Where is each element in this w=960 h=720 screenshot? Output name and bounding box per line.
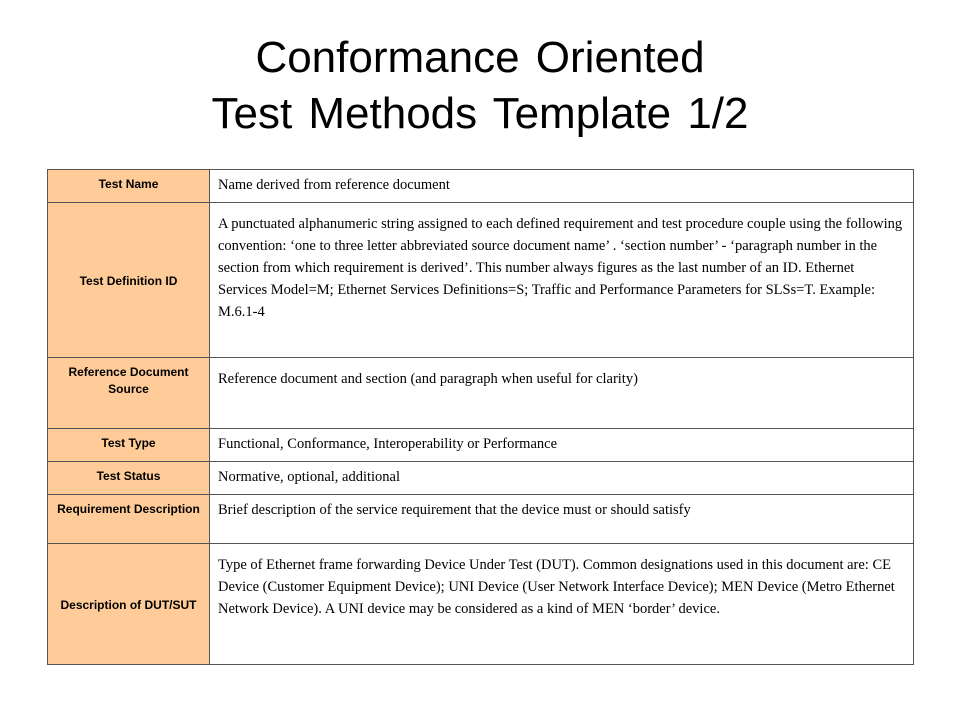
row-value-test-status: Normative, optional, additional [210,462,914,495]
slide-title [0,30,960,142]
row-label-reference-document-source: Reference Document Source [48,358,210,429]
row-label-description-of-dut-sut: Description of DUT/SUT [48,544,210,665]
row-label-requirement-description: Requirement Description [48,495,210,544]
row-label-test-definition-id: Test Definition ID [48,203,210,358]
slide-title-line-1: Conformance Oriented [255,33,705,82]
slide-title-line-2: Test Methods Template 1/2 [211,89,749,138]
row-label-test-status: Test Status [48,462,210,495]
row-value-test-name: Name derived from reference document [210,170,914,203]
table-row-reference-document-source [48,358,914,429]
table-row-test-definition-id [48,203,914,358]
row-value-test-type: Functional, Conformance, Interoperability or Performance [210,429,914,462]
table-row-test-name [48,170,914,203]
table-row-description-of-dut-sut [48,544,914,665]
row-value-reference-document-source: Reference document and section (and paragraph when useful for clarity) [210,358,914,429]
row-value-description-of-dut-sut: Type of Ethernet frame forwarding Device Under Test (DUT). Common designations used in this document are: CE Device (Customer Equipment Device); UNI Device (User Network Interface Device); MEN Device (Metro Ethernet Network Device). A UNI device may be considered as a kind of MEN ‘border’ device. [210,544,914,665]
row-label-test-name: Test Name [48,170,210,203]
test-methods-template-table [47,169,914,665]
table-row-test-status [48,462,914,495]
table-row-test-type [48,429,914,462]
row-value-test-definition-id: A punctuated alphanumeric string assigned to each defined requirement and test procedure couple using the following convention: ‘one to three letter abbreviated source document name’ . ‘section number’ - ‘paragraph number in the section from which requirement is derived’. This number always figures as the last number of an ID. Ethernet Services Model=M; Ethernet Services Definitions=S; Traffic and Performance Parameters for SLSs=T. Example: M.6.1-4 [210,203,914,358]
row-label-test-type: Test Type [48,429,210,462]
row-value-requirement-description: Brief description of the service requirement that the device must or should satisfy [210,495,914,544]
table-row-requirement-description [48,495,914,544]
